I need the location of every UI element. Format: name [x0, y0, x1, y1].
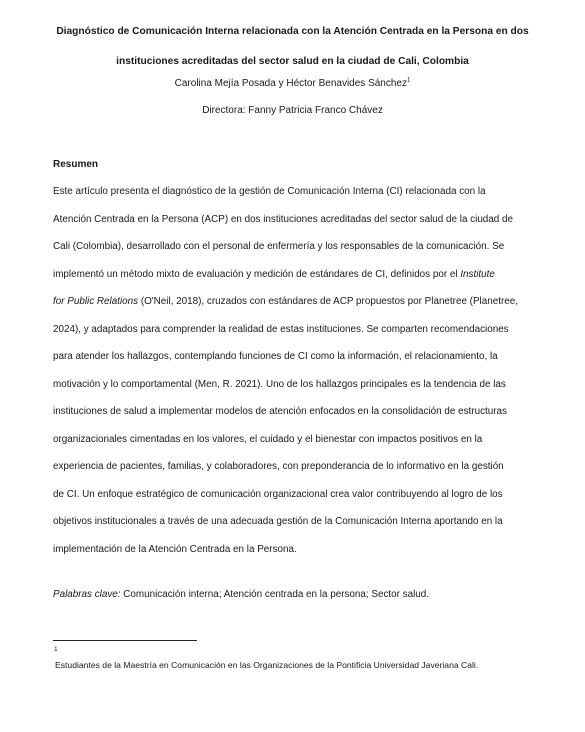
abstract-line: Este artículo presenta el diagnóstico de la gestión de Comunicación Interna (CI) relacionada con la: [53, 186, 486, 197]
keywords: [53, 589, 429, 600]
footnote-divider: [53, 640, 197, 641]
author-names: Carolina Mejía Posada y Héctor Benavides Sánchez: [174, 78, 407, 89]
abstract-line: 2024), y adaptados para comprender la realidad de estas instituciones. Se comparten recomendaciones: [53, 323, 509, 335]
author-line: [40, 78, 545, 89]
keywords-label: Palabras clave:: [53, 589, 121, 600]
paper-title: [40, 17, 545, 77]
abstract-line: implementación de la Atención Centrada en la Persona.: [53, 543, 297, 555]
footnote-number: 1: [54, 646, 58, 653]
abstract-line: [53, 288, 527, 316]
public-relations-italic: for Public Relations: [53, 296, 139, 307]
paper-title-line-1: Diagnóstico de Comunicación Interna relacionada con la Atención Centrada en la Persona en dos: [56, 26, 529, 37]
institute-italic: Institute: [460, 268, 495, 280]
keywords-text: Comunicación interna; Atención centrada en la persona; Sector salud.: [120, 589, 430, 600]
abstract-line-text: implementó un método mixto de evaluación y medición de estándares de CI, definidos por el: [53, 268, 461, 280]
abstract-line: Atención Centrada en la Persona (ACP) en dos instituciones acreditadas del sector salud de la ciudad de: [53, 213, 514, 225]
abstract-line: experiencia de pacientes, familias, y colaboradores, con preponderancia de lo informativo en la gestión: [53, 461, 504, 472]
abstract-line: objetivos institucionales a través de una adecuada gestión de la Comunicación Interna aportando en la: [53, 516, 503, 527]
author-footnote-mark: 1: [407, 77, 411, 84]
director-line: Directora: Fanny Patricia Franco Chávez: [202, 105, 383, 116]
paper-title-line-2: instituciones acreditadas del sector salud en la ciudad de Cali, Colombia: [116, 56, 469, 67]
abstract-line-text: (O'Neil, 2018), cruzados con estándares de ACP propuestos por Planetree (Planetree,: [138, 296, 518, 307]
abstract-line: [53, 261, 527, 289]
abstract-line: para atender los hallazgos, contemplando funciones de CI como la información, el relacionamiento, la: [53, 351, 498, 362]
abstract-line: motivación y lo comportamental (Men, R. 2021). Uno de los hallazgos principales es la tendencia de las: [53, 378, 506, 390]
abstract-heading: Resumen: [53, 159, 99, 170]
footnote-text: Estudiantes de la Maestría en Comunicación en las Organizaciones de la Pontificia Universidad Javeriana Cali.: [55, 660, 479, 670]
abstract-line: Cali (Colombia), desarrollado con el personal de enfermería y los responsables de la comunicación. Se: [53, 241, 505, 252]
abstract-line: instituciones de salud a implementar modelos de atención enfocados en la consolidación de estructuras: [53, 406, 507, 417]
abstract-line: de CI. Un enfoque estratégico de comunicación organizacional crea valor contribuyendo al logro de los: [53, 488, 503, 500]
abstract-line: organizacionales cimentadas en los valores, el cuidado y el bienestar con impactos positivos en la: [53, 433, 483, 445]
abstract-body: [53, 178, 527, 563]
